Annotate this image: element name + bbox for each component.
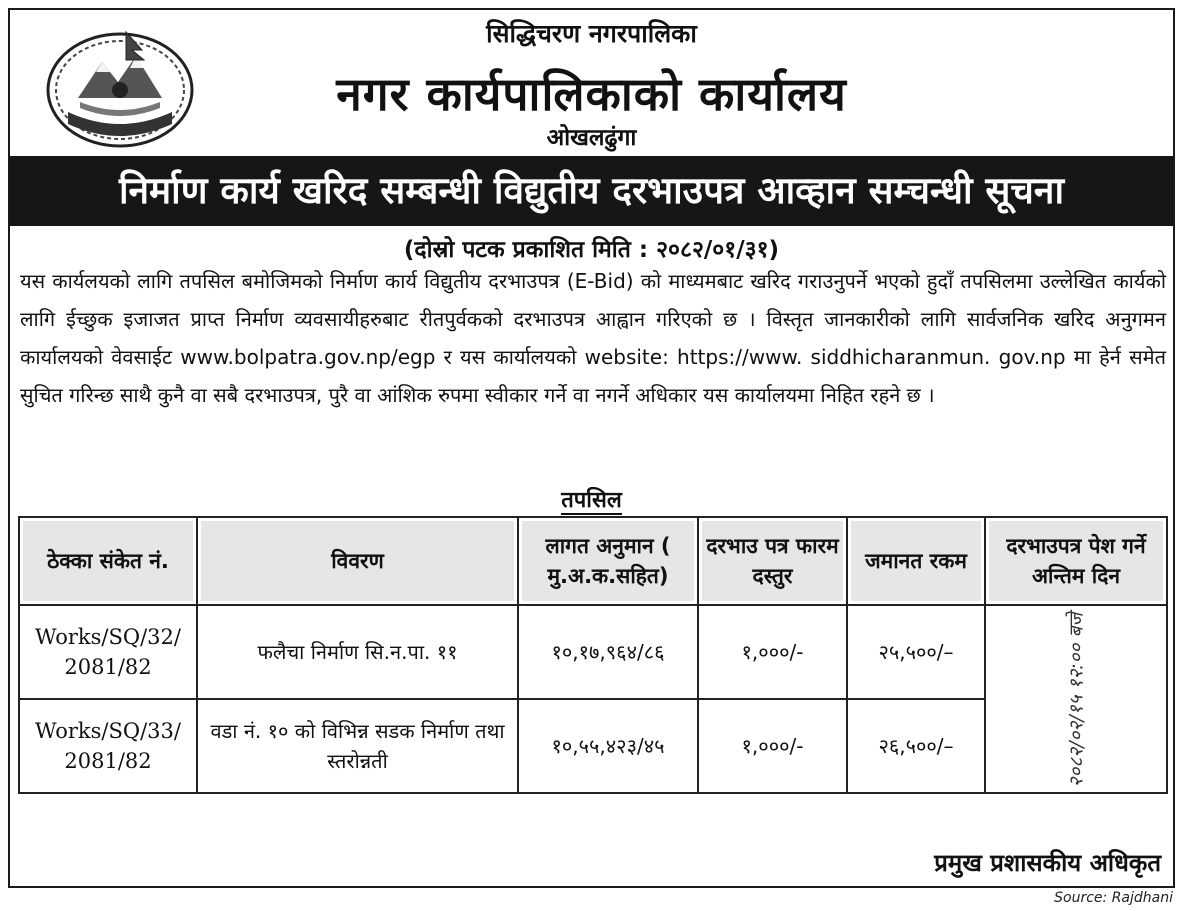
security-amount-cell: २६,५००/–	[847, 699, 985, 793]
description-cell: फलैचा निर्माण सि.न.पा. ११	[197, 605, 518, 699]
signatory-title: प्रमुख प्रशासकीय अधिकृत	[934, 849, 1161, 877]
header-cost-estimate: लागत अनुमान ( मु.अ.क.सहित)	[518, 517, 698, 605]
source-credit: Source: Rajdhani	[1054, 890, 1173, 906]
office-name: नगर कार्यपालिकाको कार्यालय	[336, 67, 847, 121]
district-name: ओखलढुंगा	[546, 125, 637, 151]
schedule-title-text: तपसिल	[561, 488, 622, 513]
notice-body: यस कार्यलयको लागि तपसिल बमोजिमको निर्माण कार्य विद्युतीय दरभाउपत्र (E-Bid) को माध्यमबाट खरिद गराउनुपर्ने भएको हुदाँ तपसिलमा उल्लेखित कार्यको लागि ईच्छुक इजाजत प्राप्त निर्माण व्यवसायीहरुबाट रीतपुर्वकको दरभाउपत्र आह्वान गरिएको छ । विस्तृत जानकारीको लागि सार्वजनिक खरिद अनुगमन कार्यालयको वेवसाईट www.bolpatra.gov.np/egp र यस कार्यालयको website: https://www. siddhicharanmun. gov.np मा हेर्न समेत सुचित गरिन्छ साथै कुनै वा सबै दरभाउपत्र, पुरै वा आंशिक रुपमा स्वीकार गर्ने वा नगर्ने अधिकार यस कार्यालयमा निहित रहने छ ।	[20, 269, 1166, 407]
notice-frame	[8, 8, 1175, 888]
description-cell: वडा नं. १० को विभिन्न सडक निर्माण तथा स्तरोन्नती	[197, 699, 518, 793]
header-security-amount: जमानत रकम	[847, 517, 985, 605]
table-header-row	[19, 517, 1167, 605]
security-amount-cell: २५,५००/–	[847, 605, 985, 699]
tender-schedule-table	[18, 516, 1168, 794]
form-fee-cell: १,०००/-	[698, 605, 847, 699]
handwritten-deadline-note: २०८२/०२/१५ १२:०० बजे	[1064, 612, 1087, 788]
table-row	[19, 605, 1167, 699]
published-date: (दोस्रो पटक प्रकाशित मिति : २०८२/०१/३१)	[403, 237, 780, 263]
contract-code-cell: Works/SQ/33/ 2081/82	[19, 699, 197, 793]
contract-code-cell: Works/SQ/32/ 2081/82	[19, 605, 197, 699]
header-form-fee: दरभाउ पत्र फारम दस्तुर	[698, 517, 847, 605]
header-contract-code: ठेक्का संकेत नं.	[19, 517, 197, 605]
header-description: विवरण	[197, 517, 518, 605]
schedule-title	[10, 484, 1173, 514]
submission-deadline-cell	[985, 605, 1167, 793]
notice-header	[10, 10, 1173, 156]
cost-estimate-cell: १०,१७,९६४/८६	[518, 605, 698, 699]
cost-estimate-cell: १०,५५,४२३/४५	[518, 699, 698, 793]
header-submission-deadline: दरभाउपत्र पेश गर्ने अन्तिम दिन	[985, 517, 1167, 605]
municipality-name: सिद्धिचरण नगरपालिका	[486, 19, 697, 48]
form-fee-cell: १,०००/-	[698, 699, 847, 793]
notice-title-banner: निर्माण कार्य खरिद सम्बन्धी विद्युतीय दरभाउपत्र आव्हान सम्चन्धी सूचना	[10, 156, 1173, 226]
